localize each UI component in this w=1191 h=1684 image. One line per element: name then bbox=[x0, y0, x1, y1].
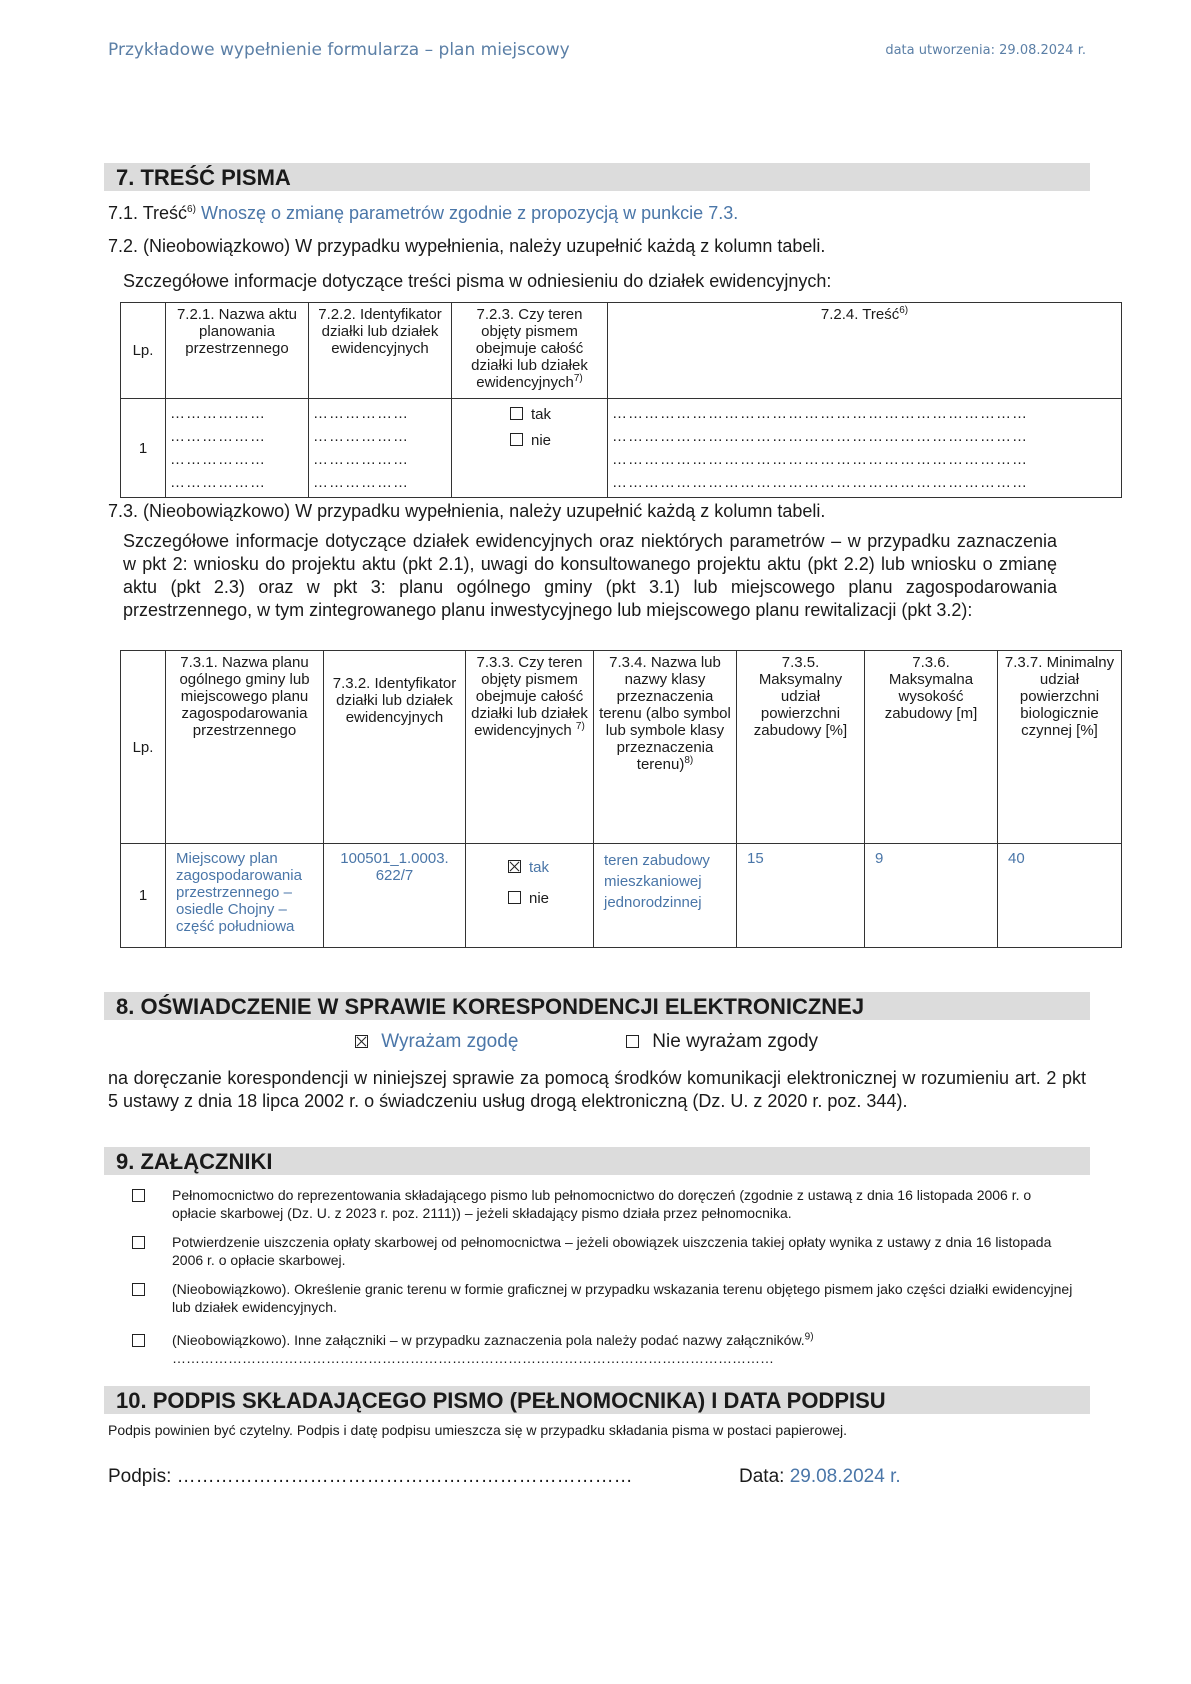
t73-v6[interactable]: 9 bbox=[865, 844, 998, 948]
p71-label: 7.1. Treść bbox=[108, 203, 188, 223]
p71-value[interactable]: Wnoszę o zmianę parametrów zgodnie z propozycją w punkcie 7.3. bbox=[200, 203, 739, 223]
attachment-3-checkbox-icon[interactable] bbox=[132, 1283, 145, 1296]
s8-disagree-label: Nie wyrażam zgody bbox=[652, 1031, 819, 1052]
signature-field[interactable] bbox=[108, 1466, 633, 1488]
t72-tak-checkbox-icon[interactable] bbox=[510, 407, 523, 420]
signature-label: Podpis: bbox=[108, 1466, 172, 1487]
t72-c2[interactable] bbox=[309, 399, 452, 498]
t72-nie-label: nie bbox=[531, 432, 552, 449]
t72-c2-dots-3: ……………… bbox=[313, 451, 409, 468]
attachment-4-text bbox=[172, 1331, 1077, 1367]
section-8-title: 8. OŚWIADCZENIE W SPRAWIE KORESPONDENCJI ELEKTRONICZNEJ bbox=[104, 992, 1090, 1020]
p73-intro: Szczegółowe informacje dotyczące działek ewidencyjnych oraz niektórych parametrów – w przypadku zaznaczenia w pkt 2: wniosku do projektu aktu (pkt 2.1), uwagi do konsultowanego projektu aktu (pkt 2.2) lub wniosku o zmianę aktu (pkt 2.3) oraz w pkt 3: planu ogólnego gminy (pkt 3.1) lub miejscowego planu zagospodarowania przestrzennego, w tym zintegrowanego planu inwestycyjnego lub miejscowego planu rewitalizacji (pkt 3.2): bbox=[123, 531, 1057, 620]
t72-tak-label: tak bbox=[531, 406, 552, 423]
t72-c4-dots-3: …………………………………………………………………… bbox=[612, 451, 1028, 468]
t72-c1-dots-4: ……………… bbox=[170, 474, 266, 491]
t72-c4-dots-4: …………………………………………………………………… bbox=[612, 474, 1028, 491]
t72-c4-dots-2: …………………………………………………………………… bbox=[612, 428, 1028, 445]
t73-h-lp: Lp. bbox=[121, 651, 166, 844]
t72-c1-dots-3: ……………… bbox=[170, 451, 266, 468]
t73-opt-nie[interactable] bbox=[508, 883, 589, 914]
t73-h4-sup: 8) bbox=[684, 755, 694, 766]
t72-h3-sup: 7) bbox=[573, 373, 583, 384]
t73-h3 bbox=[466, 651, 594, 844]
agree-checked-checkbox-icon[interactable] bbox=[355, 1035, 368, 1048]
t72-h2: 7.2.2. Identyfikator działki lub działek ewidencyjnych bbox=[309, 303, 452, 399]
p71 bbox=[108, 203, 738, 224]
t73-tak-checked-checkbox-icon[interactable] bbox=[508, 860, 521, 873]
t73-v5[interactable]: 15 bbox=[737, 844, 865, 948]
table-73 bbox=[120, 650, 1122, 948]
t72-h4-sup: 6) bbox=[899, 305, 909, 316]
t72-h3 bbox=[452, 303, 608, 399]
t72-c1-dots-1: ……………… bbox=[170, 405, 266, 422]
attachment-4-checkbox-icon[interactable] bbox=[132, 1334, 145, 1347]
t72-h4 bbox=[608, 303, 1122, 399]
t73-h4-text: 7.3.4. Nazwa lub nazwy klasy przeznaczenia terenu (albo symbol lub symbole klasy przeznaczenia terenu) bbox=[599, 654, 731, 773]
t73-tak-label: tak bbox=[529, 859, 550, 876]
t72-nie-checkbox-icon[interactable] bbox=[510, 433, 523, 446]
t72-opt-nie[interactable] bbox=[510, 428, 603, 454]
t73-h3-text: 7.3.3. Czy teren objęty pismem obejmuje całość działki lub działek ewidencyjnych bbox=[471, 654, 588, 739]
table-72 bbox=[120, 302, 1122, 498]
t73-h4 bbox=[594, 651, 737, 844]
attachment-4-dots[interactable]: ………………………………………………………………………………………………………………… bbox=[172, 1350, 774, 1366]
t72-h1: 7.2.1. Nazwa aktu planowania przestrzennego bbox=[166, 303, 309, 399]
t73-h7: 7.3.7. Minimalny udział powierzchni biologicznie czynnej [%] bbox=[998, 651, 1122, 844]
attachment-2-text: Potwierdzenie uiszczenia opłaty skarbowej od pełnomocnictwa – jeżeli obowiązek uiszczenia takiej opłaty wynika z ustawy z dnia 16 listopada 2006 r. o opłacie skarbowej. bbox=[172, 1234, 1052, 1268]
attachment-1-text: Pełnomocnictwo do reprezentowania składającego pismo lub pełnomocnictwo do doręczeń (zgodnie z ustawą z dnia 16 listopada 2006 r. o opłacie skarbowej (Dz. U. z 2023 r. poz. 2111)) – jeżeli składający pismo działa przez pełnomocnika. bbox=[172, 1187, 1032, 1221]
t73-c3 bbox=[466, 844, 594, 948]
s8-agree-label: Wyrażam zgodę bbox=[381, 1031, 519, 1052]
t72-lp: 1 bbox=[121, 399, 166, 498]
attachment-4-sup: 9) bbox=[804, 1331, 814, 1343]
t72-c3 bbox=[452, 399, 608, 498]
date-label: Data: bbox=[739, 1466, 785, 1487]
t72-c4-dots-1: …………………………………………………………………… bbox=[612, 405, 1028, 422]
t73-h5: 7.3.5. Maksymalny udział powierzchni zabudowy [%] bbox=[737, 651, 865, 844]
t72-c2-dots-1: ……………… bbox=[313, 405, 409, 422]
s8-agree-option[interactable] bbox=[355, 1031, 518, 1053]
t72-c2-dots-2: ……………… bbox=[313, 428, 409, 445]
t72-c4[interactable] bbox=[608, 399, 1122, 498]
t73-nie-checkbox-icon[interactable] bbox=[508, 891, 521, 904]
t72-c1[interactable] bbox=[166, 399, 309, 498]
t73-opt-tak[interactable] bbox=[508, 852, 589, 883]
t73-h6: 7.3.6. Maksymalna wysokość zabudowy [m] bbox=[865, 651, 998, 844]
t72-h-lp: Lp. bbox=[121, 303, 166, 399]
attachment-4-label: (Nieobowiązkowo). Inne załączniki – w przypadku zaznaczenia pola należy podać nazwy załączników. bbox=[172, 1332, 805, 1348]
attachment-1-checkbox-icon[interactable] bbox=[132, 1189, 145, 1202]
date-value: 29.08.2024 r. bbox=[789, 1466, 901, 1487]
t73-lp: 1 bbox=[121, 844, 166, 948]
p72: 7.2. (Nieobowiązkowo) W przypadku wypełnienia, należy uzupełnić każdą z kolumn tabeli. bbox=[108, 236, 826, 256]
t72-c2-dots-4: ……………… bbox=[313, 474, 409, 491]
attachment-3-text: (Nieobowiązkowo). Określenie granic terenu w formie graficznej w przypadku wskazania terenu objętego pismem jako części działki ewidencyjnej lub działek ewidencyjnych. bbox=[172, 1281, 1073, 1315]
t73-nie-label: nie bbox=[529, 890, 550, 907]
t72-c1-dots-2: ……………… bbox=[170, 428, 266, 445]
s8-disagree-option[interactable] bbox=[626, 1031, 818, 1053]
s8-text: na doręczanie korespondencji w niniejszej sprawie za pomocą środków komunikacji elektronicznej w rozumieniu art. 2 pkt 5 ustawy z dnia 18 lipca 2002 r. o świadczeniu usług drogą elektroniczną (Dz. U. z 2020 r. poz. 344). bbox=[108, 1068, 1086, 1111]
date-field[interactable] bbox=[739, 1466, 901, 1488]
document-header-title: Przykładowe wypełnienie formularza – plan miejscowy bbox=[108, 40, 570, 60]
t72-opt-tak[interactable] bbox=[510, 402, 603, 428]
disagree-checkbox-icon[interactable] bbox=[626, 1035, 639, 1048]
t73-parcel[interactable]: 100501_1.0003. 622/7 bbox=[324, 844, 466, 948]
section-9-title: 9. ZAŁĄCZNIKI bbox=[104, 1147, 1090, 1175]
t73-plan[interactable]: Miejscowy plan zagospodarowania przestrzennego – osiedle Chojny – część południowa bbox=[166, 844, 324, 948]
section-7-title: 7. TREŚĆ PISMA bbox=[104, 163, 1090, 191]
t73-v7[interactable]: 40 bbox=[998, 844, 1122, 948]
signature-dots: ……………………………………………………………… bbox=[176, 1466, 633, 1487]
p72-intro: Szczegółowe informacje dotyczące treści pisma w odniesieniu do działek ewidencyjnych: bbox=[123, 271, 832, 291]
t73-h2: 7.3.2. Identyfikator działki lub działek ewidencyjnych bbox=[324, 651, 466, 844]
t72-h3-text: 7.2.3. Czy teren objęty pismem obejmuje całość działki lub działek ewidencyjnych bbox=[471, 306, 588, 391]
t73-klasa[interactable]: teren zabudowy mieszkaniowej jednorodzinnej bbox=[594, 844, 737, 948]
document-created-date: data utworzenia: 29.08.2024 r. bbox=[885, 43, 1086, 58]
t72-h4-text: 7.2.4. Treść bbox=[820, 306, 900, 323]
p73: 7.3. (Nieobowiązkowo) W przypadku wypełnienia, należy uzupełnić każdą z kolumn tabeli. bbox=[108, 501, 826, 521]
section-10-title: 10. PODPIS SKŁADAJĄCEGO PISMO (PEŁNOMOCNIKA) I DATA PODPISU bbox=[104, 1386, 1090, 1414]
p71-sup: 6) bbox=[187, 204, 196, 215]
t73-h3-sup: 7) bbox=[575, 721, 585, 732]
attachment-2-checkbox-icon[interactable] bbox=[132, 1236, 145, 1249]
s10-note: Podpis powinien być czytelny. Podpis i datę podpisu umieszcza się w przypadku składania pisma w postaci papierowej. bbox=[108, 1422, 848, 1438]
t73-h1: 7.3.1. Nazwa planu ogólnego gminy lub miejscowego planu zagospodarowania przestrzennego bbox=[166, 651, 324, 844]
